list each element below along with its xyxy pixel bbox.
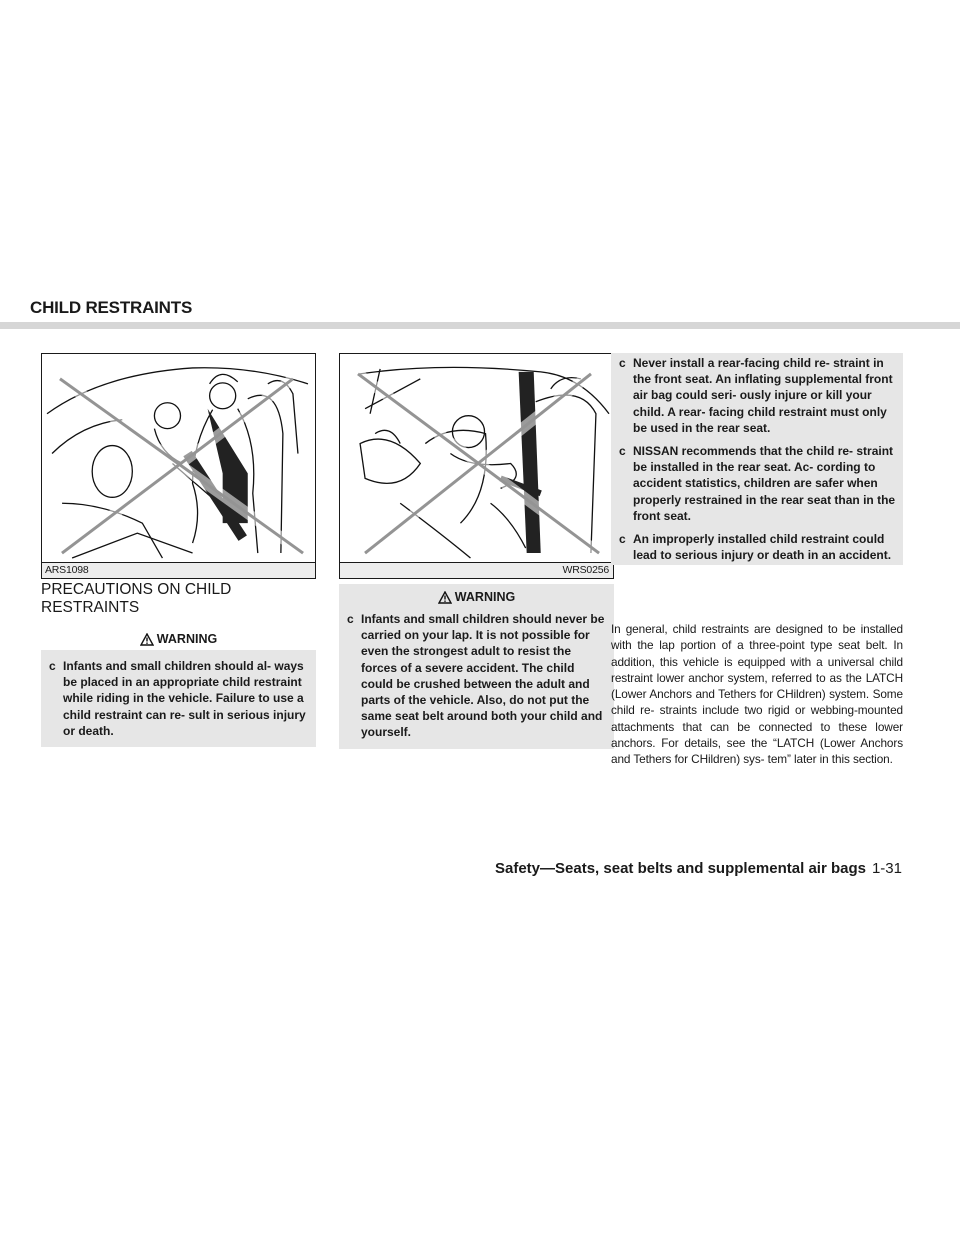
warning-label: WARNING [156, 631, 218, 646]
warning-item: c Infants and small children should never be carried on your lap. It is not possible for even the strongest adult to resist the forces of a severe accident. The child could be crushed between the adult and parts of the vehicle. Also, do not put the same seat belt around both your child and yourself. [339, 611, 614, 741]
figure-child-on-lap [339, 353, 614, 579]
title-rule [0, 322, 960, 329]
warning-item: c NISSAN recommends that the child re- straint be installed in the rear seat. Ac- cording to accident statistics, children are safer when properly restrained in the rear seat than in the front seat. [611, 443, 903, 524]
warning-triangle-icon [140, 633, 154, 646]
footer-chapter-title: Safety—Seats, seat belts and supplemental air bags [495, 860, 866, 877]
sub-heading: PRECAUTIONS ON CHILD RESTRAINTS [41, 581, 232, 616]
warning-box-right [611, 353, 903, 565]
warning-box-left [41, 628, 316, 747]
figure-adult-holding-child [41, 353, 316, 579]
page-number: 1-31 [871, 860, 902, 877]
warning-item: c Never install a rear-facing child re- straint in the front seat. An inflating supplemental front air bag could seri- ously injure or kill your child. A rear- facing child restraint must only be used in the rear seat. [611, 355, 903, 436]
figure-caption [340, 562, 613, 578]
warning-label: WARNING [454, 589, 516, 604]
warning-item: c An improperly installed child restraint could lead to serious injury or death in an accident. [611, 531, 903, 563]
section-title: CHILD RESTRAINTS [30, 298, 193, 317]
page-footer [495, 860, 902, 877]
figure-code: WRS0256 [562, 564, 609, 576]
figure-caption [42, 562, 315, 578]
adult-holding-child-illustration [42, 354, 315, 561]
warning-header [339, 584, 614, 610]
body-paragraph: In general, child restraints are designed to be installed with the lap portion of a three-point type seat belt. In addition, this vehicle is equipped with a universal child restraint lower anchor system, referred to as the LATCH (Lower Anchors and Tethers for CHildren) system. Some child re- straints include two rigid or webbing-mounted attachments that can be connected to these lower anchors. For details, see the “LATCH (Lower Anchors and Tethers for CHildren) sys- tem” later in this section. [611, 622, 903, 767]
warning-header [41, 628, 316, 650]
figure-code: ARS1098 [45, 564, 89, 576]
child-on-lap-illustration [340, 354, 613, 561]
warning-box-middle [339, 584, 614, 749]
warning-triangle-icon [438, 591, 452, 604]
warning-item: c Infants and small children should al- ways be placed in an appropriate child restraint while riding in the vehicle. Failure to use a child restraint can re- sult in serious injury or death. [41, 658, 316, 739]
